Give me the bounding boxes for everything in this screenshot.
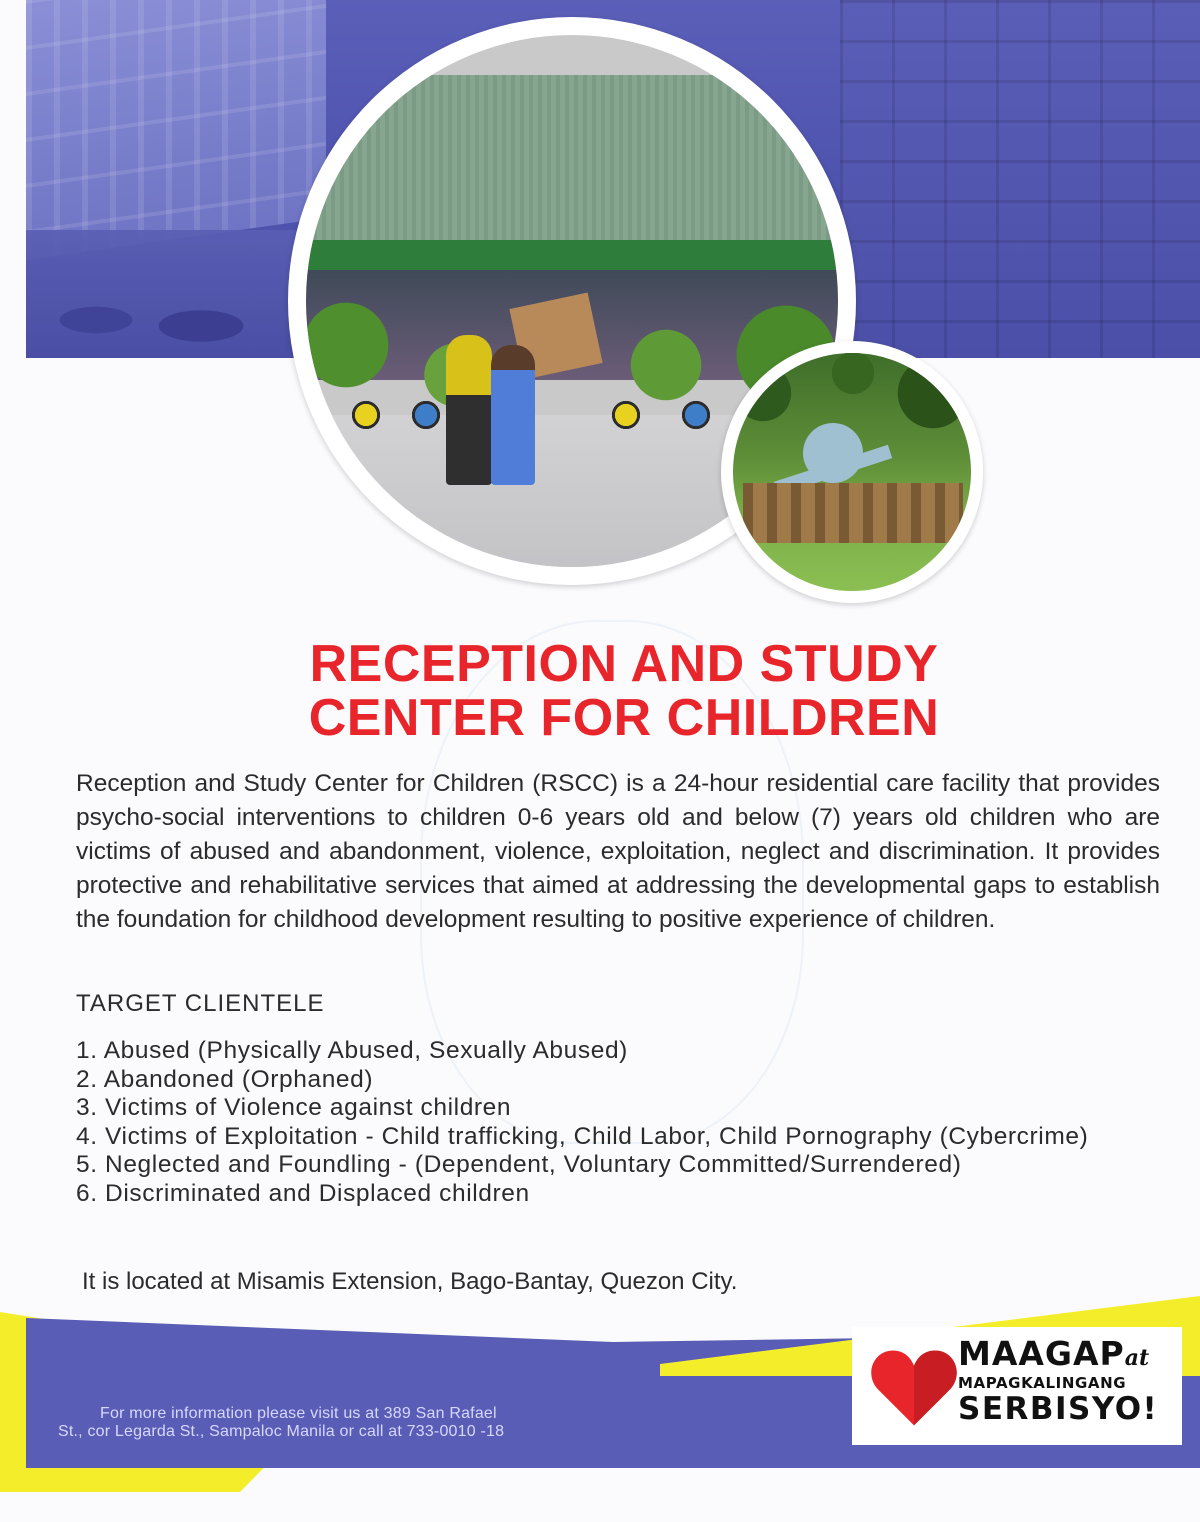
parked-cars — [26, 230, 296, 358]
list-item: 3. Victims of Violence against children — [76, 1094, 512, 1121]
list-item: 5. Neglected and Foundling - (Dependent, Voluntary Committed/Surrendered) — [76, 1151, 962, 1178]
heart-icon — [866, 1339, 962, 1435]
list-item: 4. Victims of Exploitation - Child trafficking, Child Labor, Child Pornography (Cybercrime) — [76, 1122, 1089, 1150]
roof — [306, 75, 838, 245]
contact-line-2: St., cor Legarda St., Sampaloc Manila or call at 733-0010 -18 — [58, 1423, 505, 1440]
contact-line-1: For more information please visit us at 389 San Rafael — [100, 1405, 497, 1422]
description-paragraph: Reception and Study Center for Children (RSCC) is a 24-hour residential care facility that provides psycho-social interventions to children 0-6 years old and below (7) years old children who are victims of abused and abandonment, violence, exploitation, neglect and discrimination. It provides protective and rehabilitative services that aimed at addressing the developmental gaps to establish the foundation for childhood development resulting to positive experience of children. — [76, 770, 1160, 933]
child-figure — [446, 335, 492, 485]
play-structure — [743, 483, 963, 543]
list-item: 1. Abused (Physically Abused, Sexually Abused) — [76, 1037, 628, 1064]
playground-photo-image — [733, 353, 971, 591]
target-clientele-list — [76, 1037, 1166, 1208]
contact-info — [58, 1405, 618, 1441]
location-text: It is located at Misamis Extension, Bago-Bantay, Quezon City. — [82, 1268, 738, 1295]
child-figure — [491, 345, 535, 485]
title-line-2: CENTER FOR CHILDREN — [308, 689, 940, 747]
target-clientele-heading: TARGET CLIENTELE — [76, 990, 325, 1017]
logo-word-1 — [958, 1334, 1178, 1375]
logo-wordmark — [958, 1334, 1178, 1427]
list-item: 6. Discriminated and Displaced children — [76, 1179, 530, 1207]
logo-word-3: SERBISYO! — [958, 1391, 1159, 1427]
building-left — [26, 0, 326, 260]
playground-photo — [721, 341, 983, 603]
list-item: 2. Abandoned (Orphaned) — [76, 1065, 374, 1093]
logo-word-maagap: MAAGAP — [958, 1334, 1125, 1373]
building-right — [840, 0, 1200, 358]
maagap-logo — [852, 1327, 1182, 1445]
title-line-1: RECEPTION AND STUDY — [309, 635, 939, 693]
page-title — [120, 637, 1128, 745]
roof-edge — [306, 240, 838, 270]
logo-word-at: at — [1124, 1345, 1150, 1371]
logo-word-2: MAPAGKALINGANG — [958, 1374, 1127, 1392]
painted-tires — [326, 395, 746, 435]
